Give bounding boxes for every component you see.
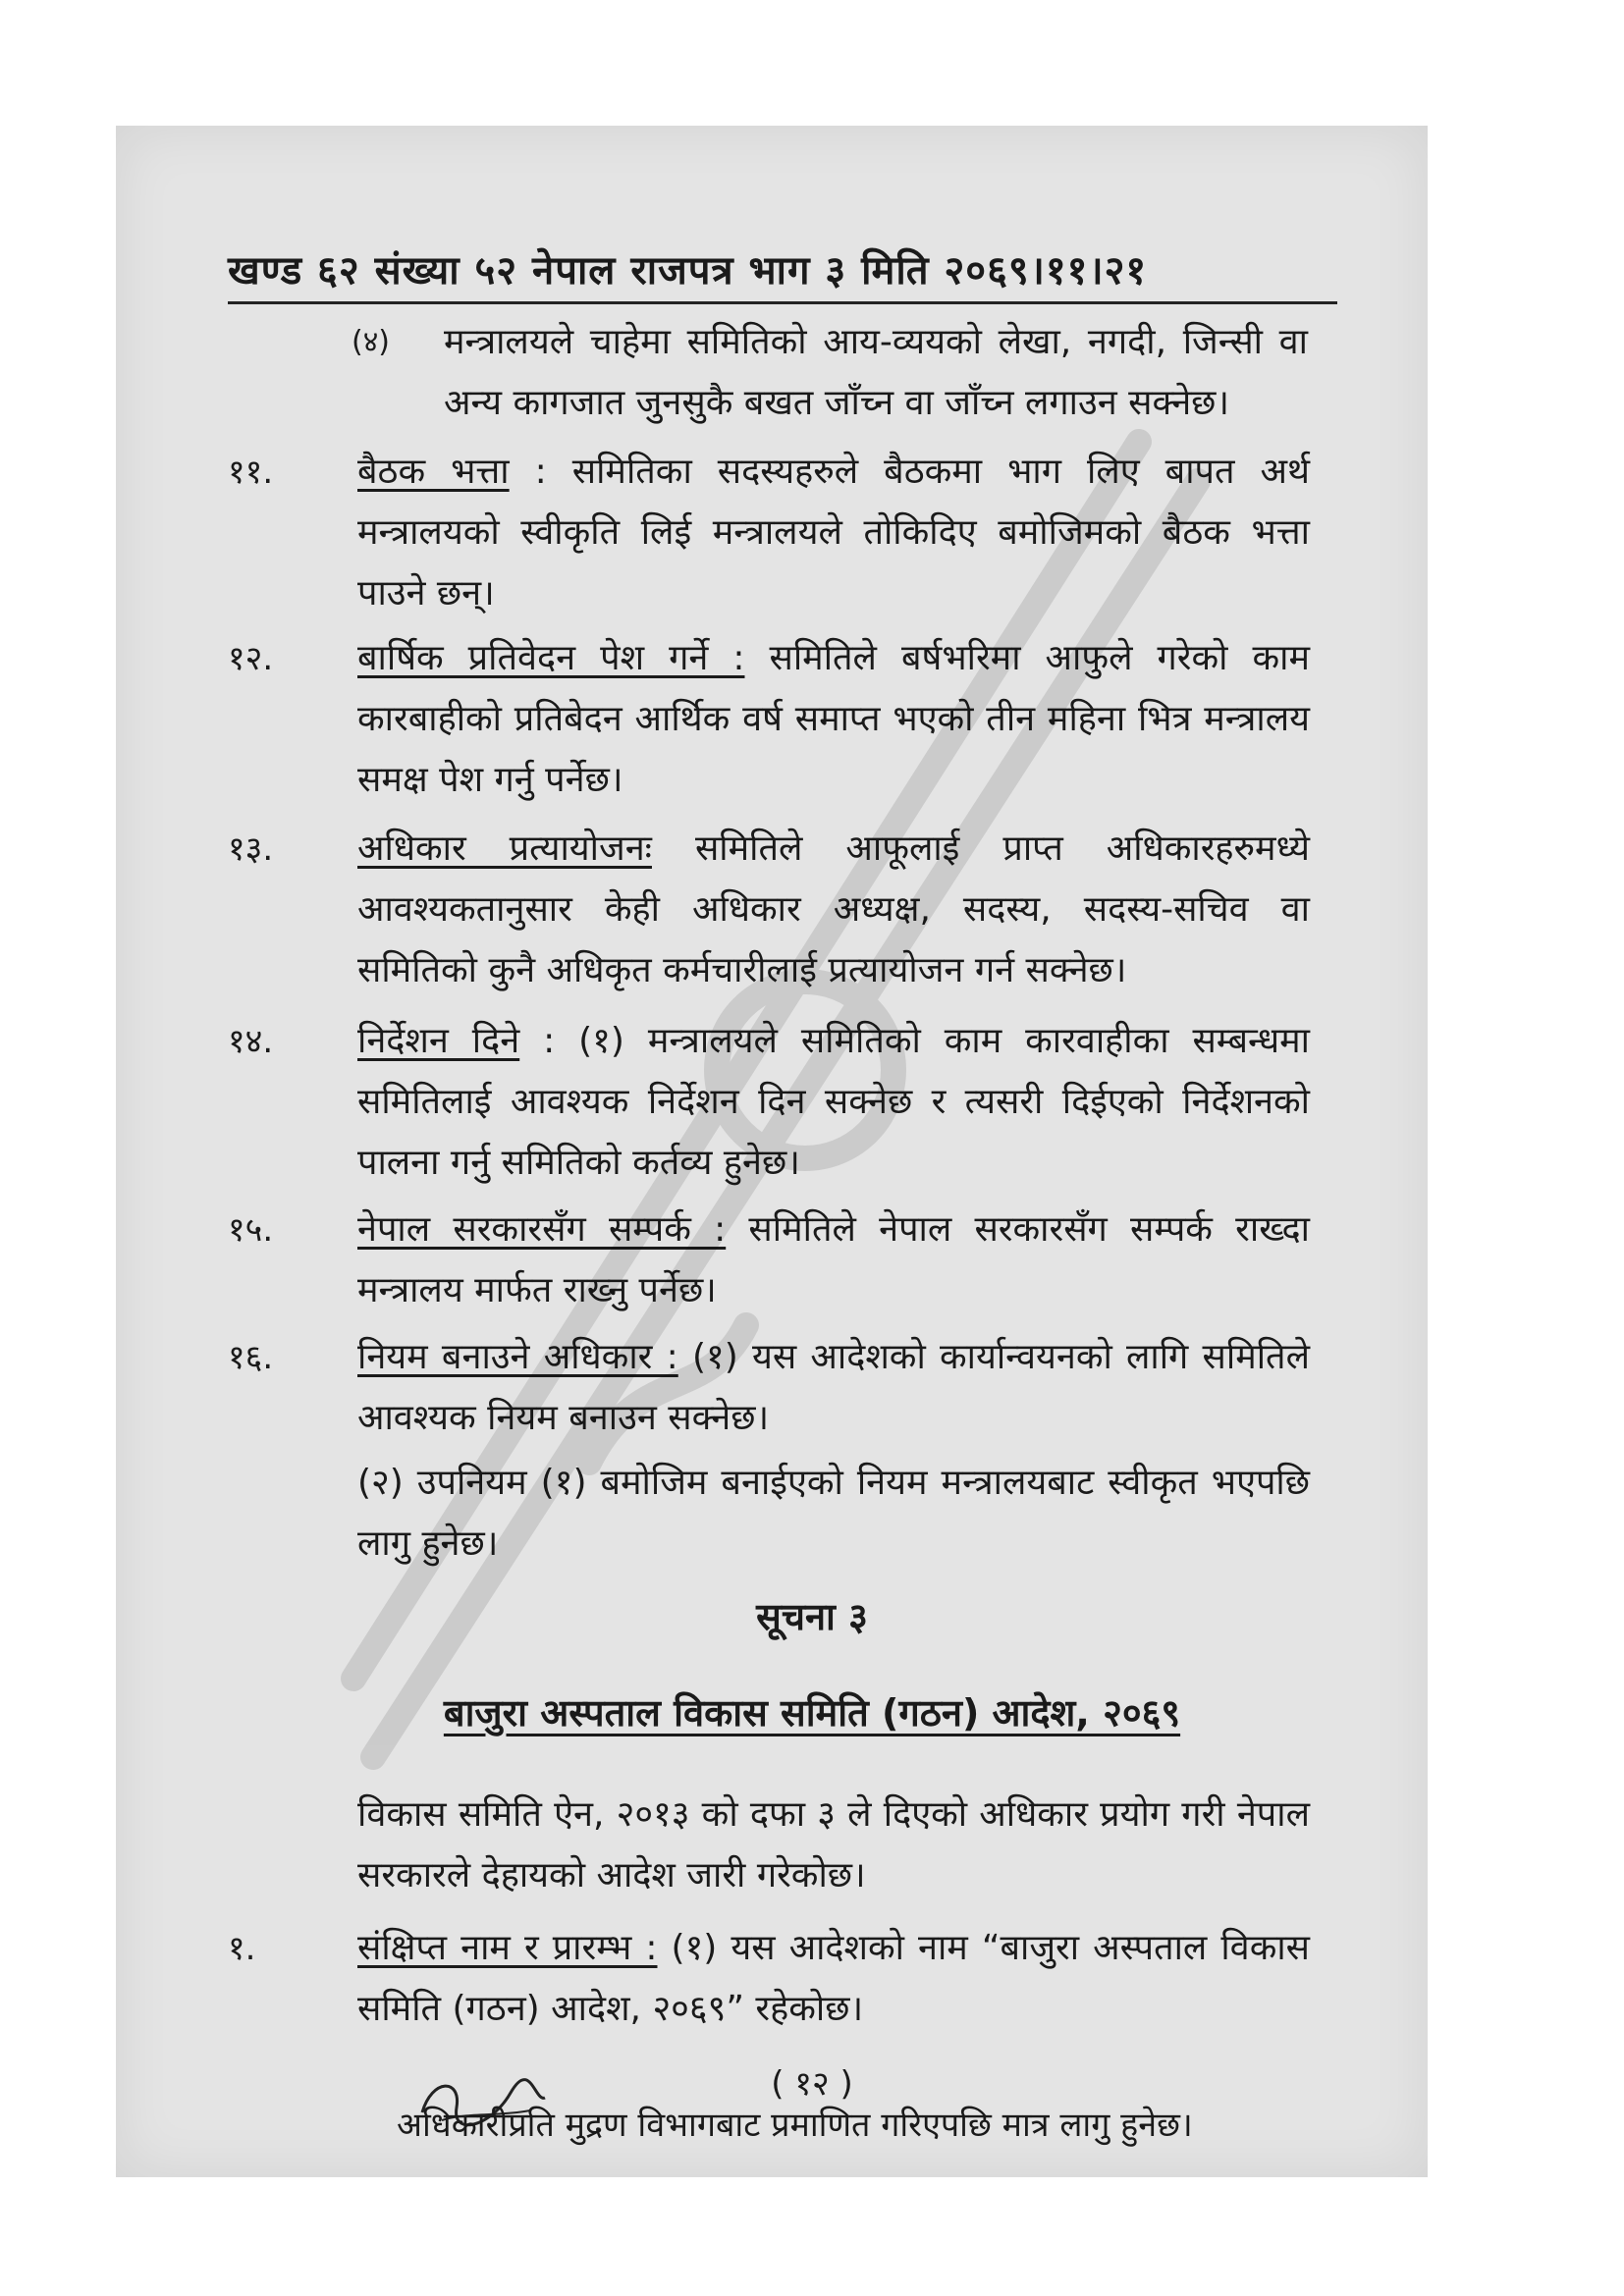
clause-text: समितिले आफूलाई प्राप्त अधिकारहरुमध्ये आवश्यकतानुसार केही अधिकार अध्यक्ष, सदस्य, सदस्य-सचिव वा समितिको कुनै अधिकृत कर्मचारीलाई प्रत्यायोजन गर्न सक्नेछ। (357, 828, 1311, 990)
clause-title: नेपाल सरकारसँग सम्पर्क : (357, 1209, 727, 1250)
notice-title: सूचना ३ (756, 1595, 868, 1638)
clause-text: मन्त्रालयले चाहेमा समितिको आय-व्ययको लेखा, नगदी, जिन्सी वा अन्य कागजात जुनसुकै बखत जाँच्न वा जाँच्न लगाउन सक्नेछ। (444, 322, 1308, 423)
page-number: ( १२ ) (771, 2064, 853, 2104)
clause-text: समितिले बर्षभरिमा आफुले गरेको काम कारबाहीको प्रतिबेदन आर्थिक वर्ष समाप्त भएको तीन महिना भित्र मन्त्रालय समक्ष पेश गर्नु पर्नेछ। (357, 638, 1310, 800)
clause-number: १२. (228, 639, 274, 678)
clause-number: १३. (228, 829, 274, 869)
section-number: १. (228, 1929, 256, 1968)
preamble-text: विकास समिति ऐन, २०१३ को दफा ३ ले दिएको अधिकार प्रयोग गरी नेपाल सरकारले देहायको आदेश जारी गरेकोछ। (357, 1794, 1310, 1896)
section-title: संक्षिप्त नाम र प्रारम्भ : (357, 1928, 658, 1968)
clause-text: : (१) मन्त्रालयले समितिको काम कारवाहीका सम्बन्धमा समितिलाई आवश्यक निर्देशन दिन सक्नेछ र त्यसरी दिईएको निर्देशनको पालना गर्नु समितिको कर्तव्य हुनेछ। (357, 1021, 1311, 1183)
clause-text: : समितिका सदस्यहरुले बैठकमा भाग लिए बापत अर्थ मन्त्रालयको स्वीकृति लिई मन्त्रालयले तोकिदिए बमोजिमको बैठक भत्ता पाउने छन्। (357, 452, 1311, 614)
clause-text: (२) उपनियम (१) बमोजिम बनाईएको नियम मन्त्रालयबाट स्वीकृत भएपछि लागु हुनेछ। (357, 1463, 1310, 1564)
section-text: (१) यस आदेशको नाम “बाजुरा अस्पताल विकास समिति (गठन) आदेश, २०६९” रहेकोछ। (357, 1928, 1311, 2029)
gazette-header: खण्ड ६२ संख्या ५२ नेपाल राजपत्र भाग ३ मिति २०६९।११।२१ (228, 241, 1337, 304)
clause-number: १६. (228, 1338, 274, 1377)
clause-title: नियम बनाउने अधिकार : (357, 1337, 678, 1377)
clause-number: ११. (228, 453, 274, 492)
clause-number: १४. (228, 1022, 274, 1061)
clause-title: निर्देशन दिने (357, 1021, 520, 1061)
footer-note: अधिकारीप्रति मुद्रण विभागबाट प्रमाणित गरिएपछि मात्र लागु हुनेछ। (397, 2106, 1193, 2145)
clause-title: बार्षिक प्रतिवेदन पेश गर्ने : (357, 638, 745, 678)
clause-title: अधिकार प्रत्यायोजनः (357, 828, 652, 869)
order-title-text: बाजुरा अस्पताल विकास समिति (गठन) आदेश, २०६९ (443, 1691, 1181, 1735)
watermark-stamp (295, 383, 1276, 1855)
clause-sub-number: (४) (352, 325, 391, 359)
clause-text: समितिले नेपाल सरकारसँग सम्पर्क राख्दा मन्त्रालय मार्फत राख्नु पर्नेछ। (357, 1209, 1310, 1310)
clause-number: १५. (228, 1210, 274, 1250)
clause-title: बैठक भत्ता (357, 452, 510, 492)
clause-text: (१) यस आदेशको कार्यान्वयनको लागि समितिले आवश्यक नियम बनाउन सक्नेछ। (357, 1337, 1310, 1438)
